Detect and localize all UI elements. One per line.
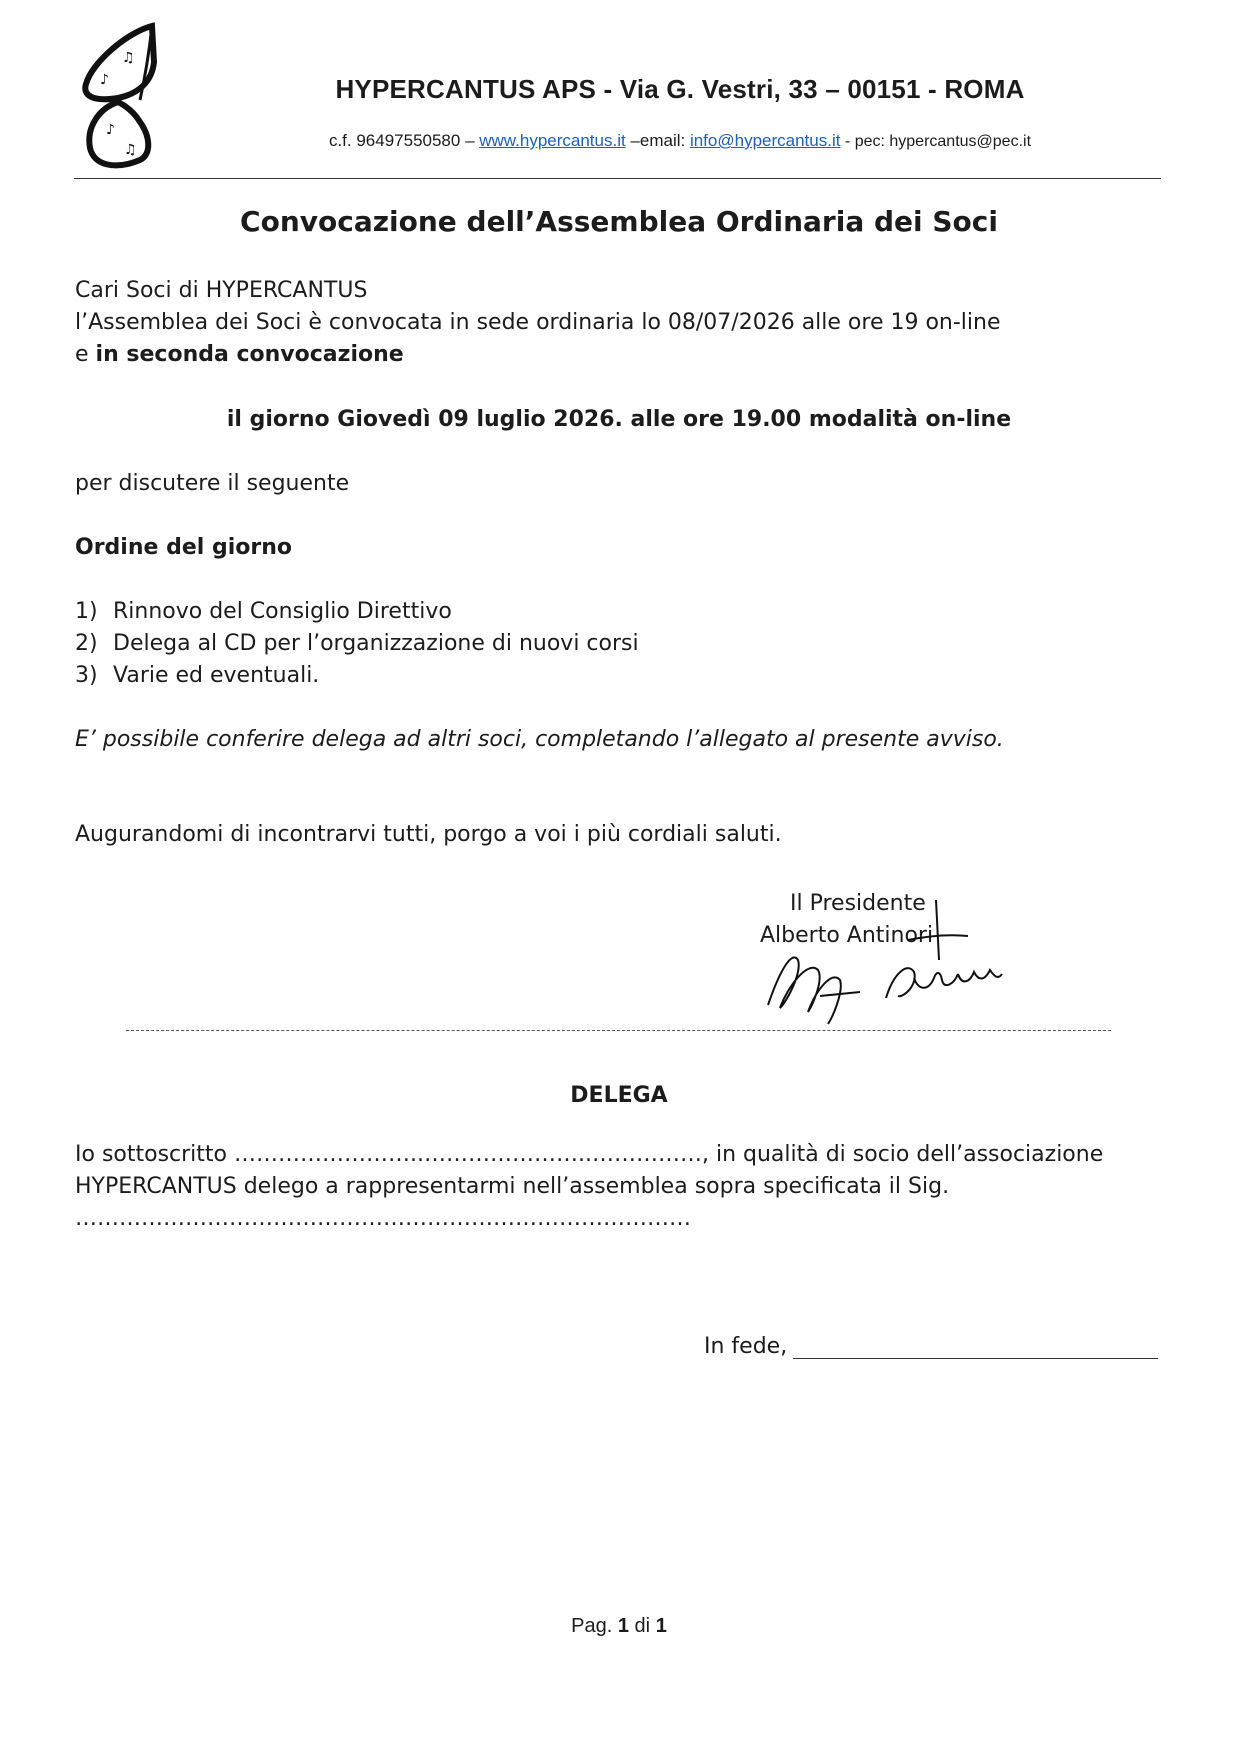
agenda-item-text: Rinnovo del Consiglio Direttivo [113,599,452,624]
current-page: 1 [617,1615,629,1637]
agenda-item [75,660,639,692]
in-fede-field [704,1334,1158,1359]
header-divider [74,178,1161,179]
discuss-line: per discutere il seguente [75,471,350,496]
email-label: –email: [625,131,690,150]
total-pages: 1 [655,1615,667,1637]
butterfly-logo-icon [78,22,158,172]
agenda-item-text: Delega al CD per l’organizzazione di nuovi corsi [113,631,639,656]
greeting: Augurandomi di incontrarvi tutti, porgo a voi i più cordiali saluti. [75,822,782,847]
dashed-cut-line [126,1030,1111,1031]
svg-text:♫: ♫ [122,50,135,66]
delega-line-2: HYPERCANTUS delego a rappresentarmi nell’assemblea sopra specificata il Sig. [75,1174,950,1199]
agenda-item-number: 3) [75,663,98,688]
svg-text:♫: ♫ [124,142,137,158]
second-call-label: in seconda convocazione [95,342,404,367]
org-contact-line [230,131,1130,151]
svg-text:♪: ♪ [100,72,109,88]
page-of: di [629,1615,656,1637]
agenda-item-number: 1) [75,599,98,624]
page-label: Pag. [571,1615,618,1637]
agenda-list [75,596,639,692]
website-link[interactable]: www.hypercantus.it [479,131,626,150]
proxy-note: E’ possibile conferire delega ad altri soci, completando l’allegato al presente avviso. [75,727,1004,752]
delega-line-3: ………………………………………………………………………… [75,1206,691,1231]
email-link[interactable]: info@hypercantus.it [689,131,841,150]
agenda-item [75,628,639,660]
tax-code: c.f. 96497550580 – [328,131,480,150]
delega-title: DELEGA [570,1083,668,1108]
agenda-item-text: Varie ed eventuali. [113,663,320,688]
intro-line-3-prefix: e [75,342,96,367]
handwritten-signature [758,900,1028,1030]
intro-line-3 [75,339,404,371]
page-number [74,1615,1164,1638]
agenda-title: Ordine del giorno [75,535,292,560]
delega-line-1: Io sottoscritto ……………………..…………………..……………, in qualità di socio dell’associazione [75,1142,1104,1167]
pec-address: - pec: hypercantus@pec.it [840,133,1032,150]
agenda-item [75,596,639,628]
svg-text:♪: ♪ [106,122,115,138]
intro-line-1: Cari Soci di HYPERCANTUS [75,278,368,303]
document-title: Convocazione dell’Assemblea Ordinaria dei Soci [240,205,998,238]
in-fede-label: In fede, [704,1334,788,1359]
signature-line[interactable] [793,1334,1158,1359]
intro-line-2: l’Assemblea dei Soci è convocata in sede ordinaria lo 08/07/2026 alle ore 19 on-line [75,310,1001,335]
signature-role: Il Presidente [790,891,926,916]
org-header-line: HYPERCANTUS APS - Via G. Vestri, 33 – 00151 - ROMA [335,74,1025,104]
second-call-date: il giorno Giovedì 09 luglio 2026. alle ore 19.00 modalità on-line [226,407,1012,432]
agenda-item-number: 2) [75,631,98,656]
signature-name: Alberto Antinori [760,923,934,948]
